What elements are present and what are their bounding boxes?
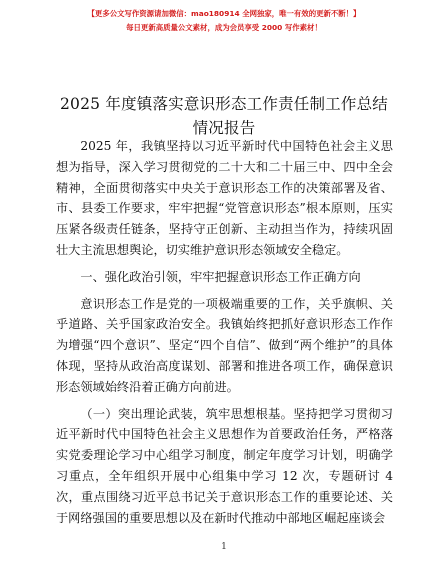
title-line-2: 情况报告 bbox=[192, 119, 256, 137]
paragraph-intro: 2025 年，我镇坚持以习近平新时代中国特色社会主义思想为指导，深入学习贯彻党的二十大和二十届三中、四中全会精神，全面贯彻落实中央关于意识形态工作的决策部署及省、市、县委工作要求，牢牢把握“党管意识形态”根本原则，压实压紧各级责任链条，坚持守正创新、主动担当作为，持续巩固壮大主流思想舆论，切实维护意识形态领域安全稳定。 bbox=[56, 139, 393, 257]
header-banner bbox=[0, 7, 448, 35]
paragraph-section-1: 意识形态工作是党的一项极端重要的工作，关乎旗帜、关乎道路、关乎国家政治安全。我镇始终把抓好意识形态工作作为增强“四个意识”、坚定“四个自信”、做到“两个维护”的具体体现，坚持从政治高度谋划、部署和推进各项工作，确保意识形态领域始终沿着正确方向前进。 bbox=[56, 296, 393, 394]
document-body bbox=[56, 136, 393, 528]
paragraph-subsection-1: （一）突出理论武装，筑牢思想根基。坚持把学习贯彻习近平新时代中国特色社会主义思想作为首要政治任务，严格落实党委理论学习中心组学习制度，制定年度学习计划，明确学习重点，全年组织开展中心组集中学习 12 次，专题研讨 4 次，重点围绕习近平总书记关于意识形态工作的重要论述、关于网络强国的重要思想以及在新时代推动中部地区崛起座谈会 bbox=[56, 406, 393, 525]
document-title bbox=[40, 92, 408, 140]
page-number: 1 bbox=[221, 542, 227, 552]
section-heading-1: 一、强化政治引领，牢牢把握意识形态工作正确方向 bbox=[80, 269, 361, 284]
banner-line-1: 【更多公文写作资源请加微信：mao180914 全网独家，唯一有效的更新不断！】 bbox=[87, 9, 361, 18]
banner-line-2: 每日更新高质量公文素材，成为会员享受 2000 写作素材！ bbox=[126, 23, 322, 32]
title-line-1: 2025 年度镇落实意识形态工作责任制工作总结 bbox=[60, 95, 388, 113]
